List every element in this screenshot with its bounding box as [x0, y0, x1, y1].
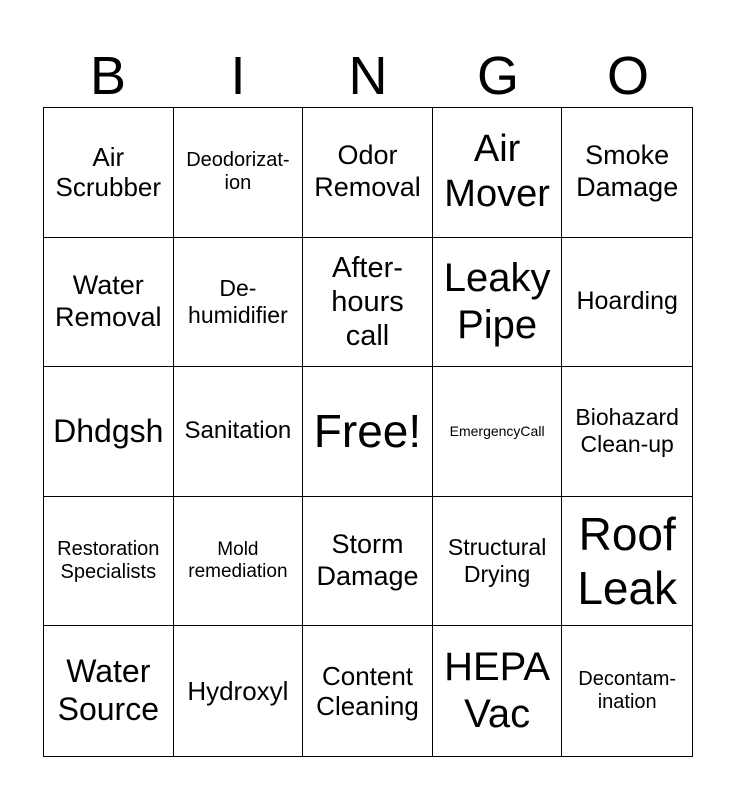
bingo-cell[interactable]: Water Source: [44, 626, 174, 756]
bingo-board: [43, 107, 693, 757]
bingo-cell[interactable]: De- humidifier: [174, 238, 304, 368]
bingo-cell[interactable]: Decontam- ination: [578, 667, 677, 714]
bingo-cell[interactable]: HEPA Vac: [433, 626, 563, 756]
bingo-cell[interactable]: Free!: [303, 367, 433, 497]
bingo-cell[interactable]: Storm Damage: [303, 497, 433, 627]
bingo-cell[interactable]: Deodorizat- ion: [174, 108, 304, 238]
bingo-cell[interactable]: Smoke Damage: [562, 108, 692, 238]
bingo-cell[interactable]: Leaky Pipe: [433, 238, 563, 368]
header-letter-o: O: [606, 46, 649, 106]
bingo-cell[interactable]: Air Scrubber: [44, 108, 174, 238]
bingo-cell[interactable]: Water Removal: [44, 238, 174, 368]
bingo-cell[interactable]: After- hours call: [303, 238, 433, 368]
header-letter-b: B: [89, 46, 127, 106]
bingo-cell[interactable]: Content Cleaning: [303, 626, 433, 756]
bingo-cell[interactable]: Hydroxyl: [174, 626, 304, 756]
bingo-cell[interactable]: EmergencyCall: [433, 367, 563, 497]
bingo-cell[interactable]: Biohazard Clean-up: [562, 367, 692, 497]
header-letter-g: G: [476, 46, 519, 106]
bingo-cell[interactable]: Dhdgsh: [44, 367, 174, 497]
bingo-cell[interactable]: Sanitation: [174, 367, 304, 497]
bingo-cell[interactable]: Roof Leak: [562, 497, 692, 627]
bingo-cell[interactable]: Odor Removal: [303, 108, 433, 238]
header-letter-i: I: [230, 46, 246, 106]
header-letter-n: N: [348, 46, 388, 106]
bingo-cell[interactable]: Restoration Specialists: [44, 497, 174, 627]
bingo-cell[interactable]: Air Mover: [433, 108, 563, 238]
bingo-cell[interactable]: Structural Drying: [433, 497, 563, 627]
bingo-header: [43, 45, 693, 107]
bingo-cell[interactable]: Mold remediation: [174, 497, 304, 627]
bingo-cell[interactable]: Hoarding: [562, 238, 692, 368]
